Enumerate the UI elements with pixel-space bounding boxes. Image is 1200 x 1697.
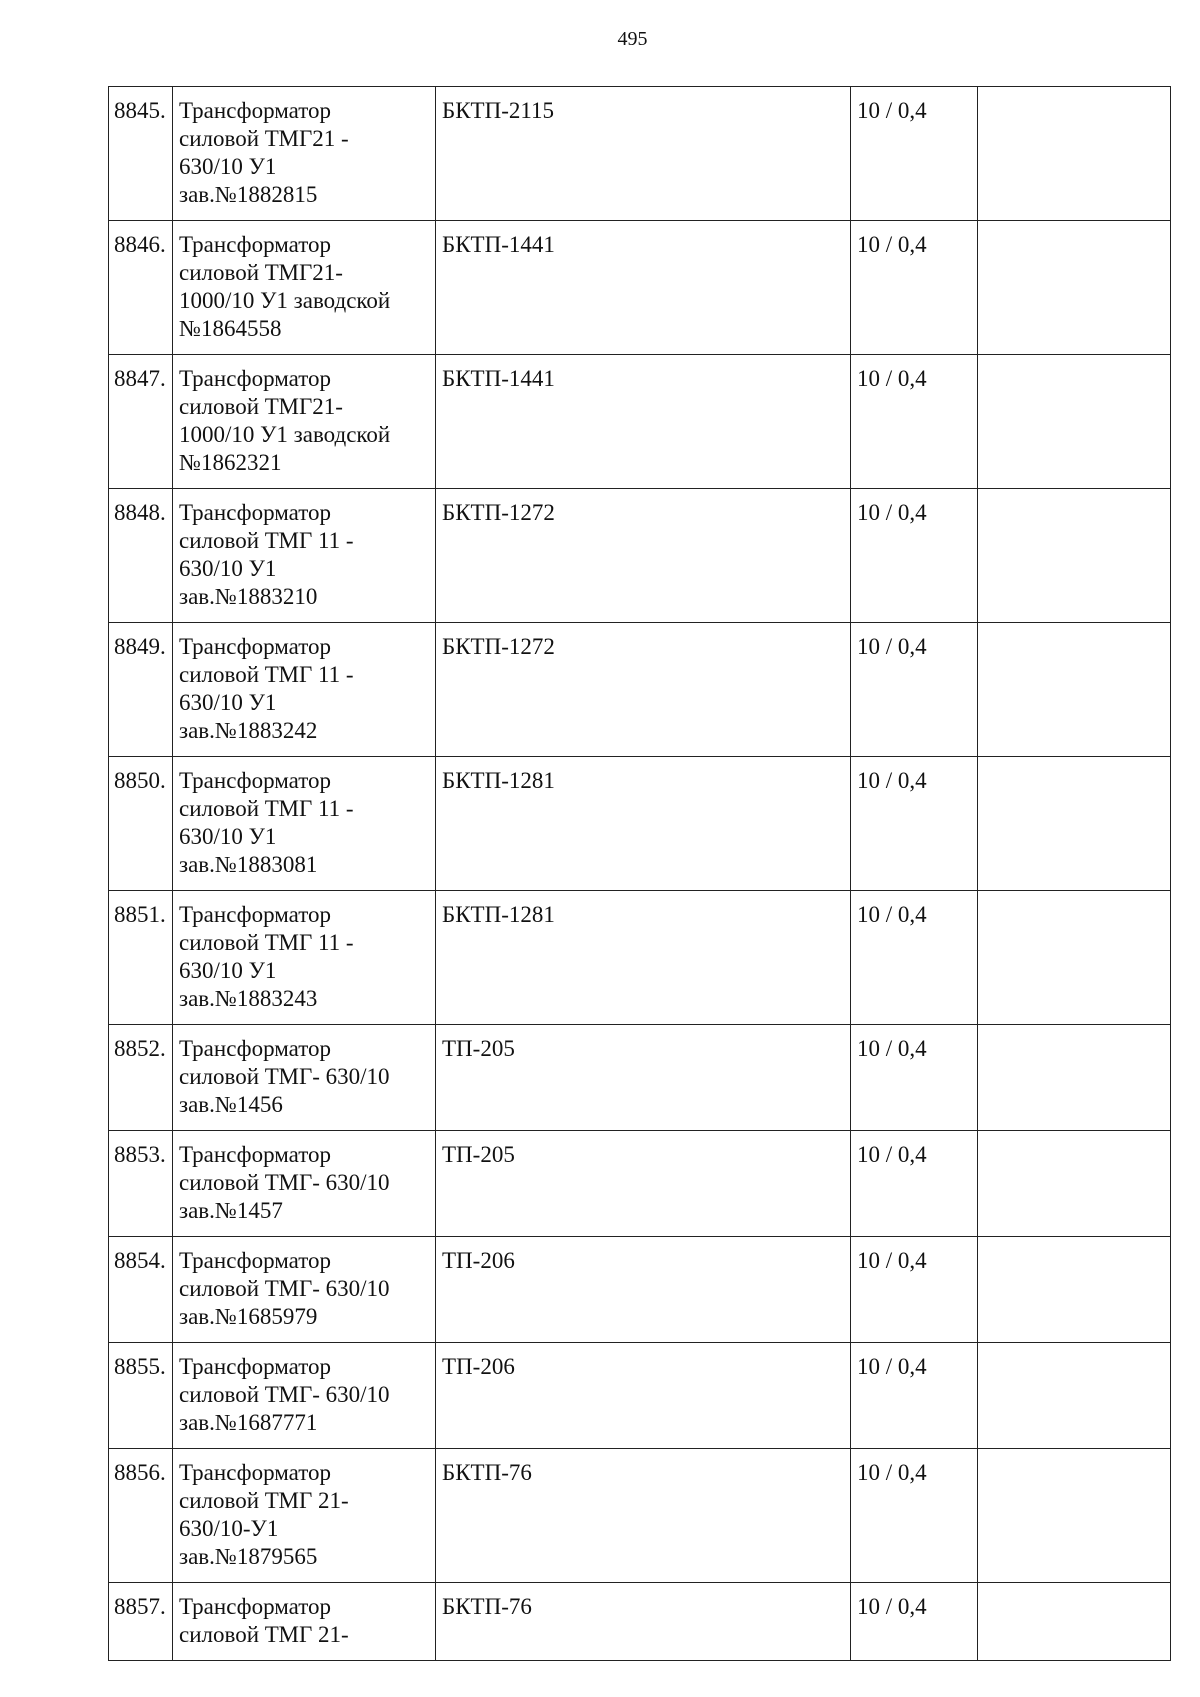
table-row xyxy=(109,623,1171,757)
table-row xyxy=(109,1449,1171,1583)
table-row xyxy=(109,355,1171,489)
row-number: 8852. xyxy=(109,1025,173,1131)
row-number: 8855. xyxy=(109,1343,173,1449)
equipment-table xyxy=(108,86,1171,1661)
empty-cell xyxy=(978,87,1171,221)
table-row xyxy=(109,891,1171,1025)
equipment-name: Трансформатор силовой ТМГ 21- 630/10-У1 зав.№1879565 xyxy=(173,1449,436,1583)
equipment-name: Трансформатор силовой ТМГ- 630/10 зав.№1687771 xyxy=(173,1343,436,1449)
voltage: 10 / 0,4 xyxy=(851,221,978,355)
row-number: 8846. xyxy=(109,221,173,355)
empty-cell xyxy=(978,221,1171,355)
equipment-name: Трансформатор силовой ТМГ- 630/10 зав.№1456 xyxy=(173,1025,436,1131)
voltage: 10 / 0,4 xyxy=(851,623,978,757)
location: БКТП-1441 xyxy=(436,355,851,489)
page-number: 495 xyxy=(617,28,648,50)
empty-cell xyxy=(978,623,1171,757)
equipment-name: Трансформатор силовой ТМГ 11 - 630/10 У1 зав.№1883243 xyxy=(173,891,436,1025)
empty-cell xyxy=(978,1131,1171,1237)
location: ТП-205 xyxy=(436,1025,851,1131)
location: ТП-206 xyxy=(436,1237,851,1343)
empty-cell xyxy=(978,1449,1171,1583)
equipment-name: Трансформатор силовой ТМГ21 - 630/10 У1 зав.№1882815 xyxy=(173,87,436,221)
empty-cell xyxy=(978,1343,1171,1449)
voltage: 10 / 0,4 xyxy=(851,757,978,891)
location: БКТП-1281 xyxy=(436,891,851,1025)
empty-cell xyxy=(978,1583,1171,1661)
location: ТП-205 xyxy=(436,1131,851,1237)
voltage: 10 / 0,4 xyxy=(851,489,978,623)
location: БКТП-76 xyxy=(436,1449,851,1583)
voltage: 10 / 0,4 xyxy=(851,1343,978,1449)
empty-cell xyxy=(978,757,1171,891)
equipment-name: Трансформатор силовой ТМГ21- 1000/10 У1 заводской №1862321 xyxy=(173,355,436,489)
equipment-name: Трансформатор силовой ТМГ- 630/10 зав.№1457 xyxy=(173,1131,436,1237)
row-number: 8850. xyxy=(109,757,173,891)
equipment-name: Трансформатор силовой ТМГ21- 1000/10 У1 заводской №1864558 xyxy=(173,221,436,355)
row-number: 8849. xyxy=(109,623,173,757)
row-number: 8845. xyxy=(109,87,173,221)
equipment-name: Трансформатор силовой ТМГ 11 - 630/10 У1 зав.№1883242 xyxy=(173,623,436,757)
voltage: 10 / 0,4 xyxy=(851,1449,978,1583)
voltage: 10 / 0,4 xyxy=(851,891,978,1025)
empty-cell xyxy=(978,355,1171,489)
location: БКТП-1281 xyxy=(436,757,851,891)
location: БКТП-76 xyxy=(436,1583,851,1661)
row-number: 8857. xyxy=(109,1583,173,1661)
location: БКТП-1272 xyxy=(436,489,851,623)
location: ТП-206 xyxy=(436,1343,851,1449)
voltage: 10 / 0,4 xyxy=(851,355,978,489)
table-row xyxy=(109,1025,1171,1131)
empty-cell xyxy=(978,1025,1171,1131)
equipment-name: Трансформатор силовой ТМГ- 630/10 зав.№1685979 xyxy=(173,1237,436,1343)
voltage: 10 / 0,4 xyxy=(851,1237,978,1343)
row-number: 8853. xyxy=(109,1131,173,1237)
table-row xyxy=(109,1583,1171,1661)
equipment-name: Трансформатор силовой ТМГ 11 - 630/10 У1 зав.№1883081 xyxy=(173,757,436,891)
table-row xyxy=(109,1131,1171,1237)
voltage: 10 / 0,4 xyxy=(851,87,978,221)
row-number: 8848. xyxy=(109,489,173,623)
equipment-name: Трансформатор силовой ТМГ 21- xyxy=(173,1583,436,1661)
empty-cell xyxy=(978,1237,1171,1343)
voltage: 10 / 0,4 xyxy=(851,1131,978,1237)
table-row xyxy=(109,757,1171,891)
voltage: 10 / 0,4 xyxy=(851,1025,978,1131)
table-row xyxy=(109,489,1171,623)
location: БКТП-1441 xyxy=(436,221,851,355)
row-number: 8847. xyxy=(109,355,173,489)
empty-cell xyxy=(978,891,1171,1025)
row-number: 8851. xyxy=(109,891,173,1025)
table-row xyxy=(109,221,1171,355)
equipment-name: Трансформатор силовой ТМГ 11 - 630/10 У1 зав.№1883210 xyxy=(173,489,436,623)
table-row xyxy=(109,87,1171,221)
location: БКТП-2115 xyxy=(436,87,851,221)
row-number: 8856. xyxy=(109,1449,173,1583)
row-number: 8854. xyxy=(109,1237,173,1343)
empty-cell xyxy=(978,489,1171,623)
voltage: 10 / 0,4 xyxy=(851,1583,978,1661)
table-row xyxy=(109,1343,1171,1449)
location: БКТП-1272 xyxy=(436,623,851,757)
table-row xyxy=(109,1237,1171,1343)
